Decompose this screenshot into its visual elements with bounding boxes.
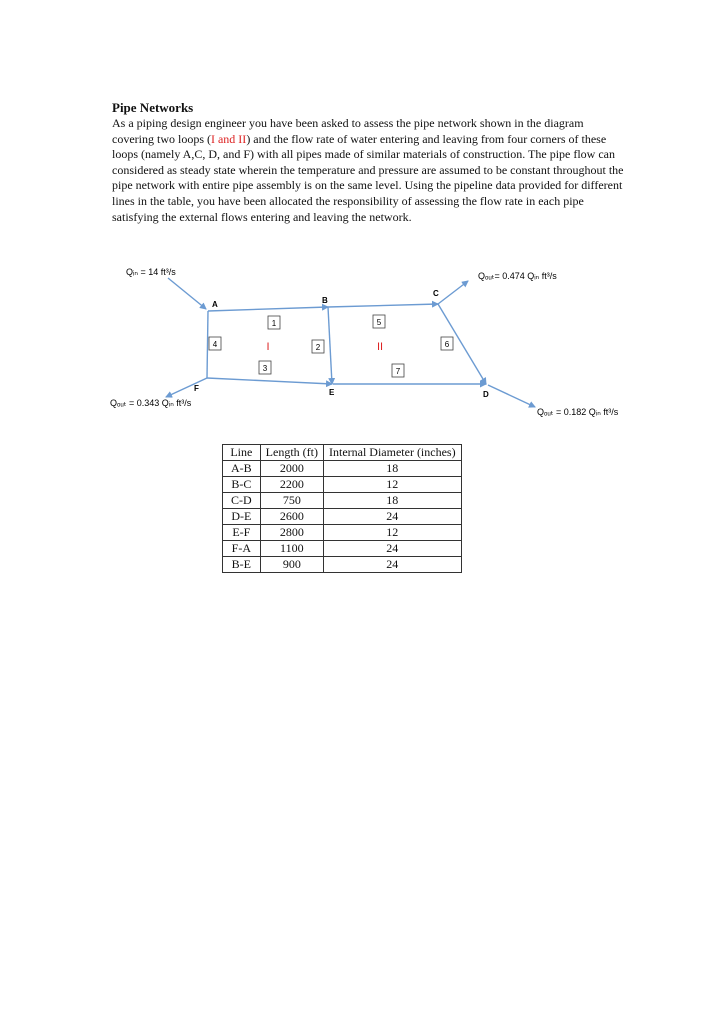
outflow-c-arrow: [438, 281, 468, 304]
cell-line: D-E: [223, 509, 261, 525]
pipe-2-label: 2: [315, 343, 321, 352]
table-header-row: [223, 445, 462, 461]
cell-diameter: 24: [323, 557, 461, 573]
pipe-f-e: [207, 378, 332, 384]
table-row: [223, 557, 462, 573]
pipe-a-b: [208, 307, 328, 311]
pipe-b-e: [328, 307, 332, 384]
outflow-f-arrow: [166, 378, 207, 397]
cell-line: E-F: [223, 525, 261, 541]
loop-ii-label: II: [376, 341, 384, 353]
q-in-label: Qᵢₙ = 14 ft³/s: [126, 267, 176, 277]
section-title: Pipe Networks: [112, 100, 194, 115]
cell-length: 900: [260, 557, 323, 573]
cell-length: 2200: [260, 477, 323, 493]
cell-line: F-A: [223, 541, 261, 557]
statement-part-2: ) and the flow rate of water entering and leaving from four corners of these loops (namely A,C, D, and F) with all pipes made of similar materials of construction. The pipe flow can considered as steady state wherein the temperature and pressure are assumed to be constant throughout the pipe network with entire pipe assembly is on the same level. Using the pipeline data provided for different lines in the table, you have been allocated the responsibility of assessing the flow rate in each pipe satisfying the external flows entering and leaving the network.: [112, 131, 624, 224]
cell-length: 750: [260, 493, 323, 509]
cell-line: B-C: [223, 477, 261, 493]
pipe-5-label: 5: [376, 318, 382, 327]
cell-diameter: 24: [323, 509, 461, 525]
pipe-1-label: 1: [271, 319, 277, 328]
outflow-d-arrow: [488, 385, 535, 407]
header-line: Line: [223, 445, 261, 461]
node-b: B: [322, 296, 328, 305]
loops-highlight: I and II: [210, 131, 247, 146]
node-e: E: [329, 388, 335, 397]
q-out-d-label: Qₒᵤₜ = 0.182 Qᵢₙ ft³/s: [537, 407, 619, 417]
pipe-7-label: 7: [395, 367, 401, 376]
cell-diameter: 12: [323, 525, 461, 541]
header-length: Length (ft): [260, 445, 323, 461]
inflow-arrow: [168, 278, 206, 309]
pipe-network-diagram: [0, 0, 724, 440]
table-row: [223, 461, 462, 477]
table-row: [223, 525, 462, 541]
q-out-f-label: Qₒᵤₜ = 0.343 Qᵢₙ ft³/s: [110, 398, 192, 408]
pipe-4-label: 4: [212, 340, 218, 349]
pipe-b-c: [328, 304, 438, 307]
loop-i-label: I: [266, 341, 270, 353]
cell-diameter: 12: [323, 477, 461, 493]
cell-diameter: 24: [323, 541, 461, 557]
pipeline-data-table: [222, 444, 462, 573]
node-d: D: [483, 390, 489, 399]
table-row: [223, 477, 462, 493]
cell-line: A-B: [223, 461, 261, 477]
cell-length: 2600: [260, 509, 323, 525]
cell-line: C-D: [223, 493, 261, 509]
cell-line: B-E: [223, 557, 261, 573]
cell-length: 1100: [260, 541, 323, 557]
cell-diameter: 18: [323, 493, 461, 509]
cell-diameter: 18: [323, 461, 461, 477]
pipe-6-label: 6: [444, 340, 450, 349]
pipe-3-label: 3: [262, 364, 268, 373]
statement-part-1: As a piping design engineer you have been asked to assess the pipe network shown in the diagram covering two loops (: [112, 116, 584, 146]
q-out-c-label: Qₒᵤₜ= 0.474 Qᵢₙ ft³/s: [478, 271, 557, 281]
node-f: F: [194, 384, 199, 393]
node-c: C: [433, 289, 439, 298]
table-row: [223, 541, 462, 557]
pipe-a-f: [207, 311, 208, 378]
node-a: A: [212, 300, 218, 309]
header-diameter: Internal Diameter (inches): [323, 445, 461, 461]
table-row: [223, 509, 462, 525]
table-row: [223, 493, 462, 509]
cell-length: 2800: [260, 525, 323, 541]
cell-length: 2000: [260, 461, 323, 477]
